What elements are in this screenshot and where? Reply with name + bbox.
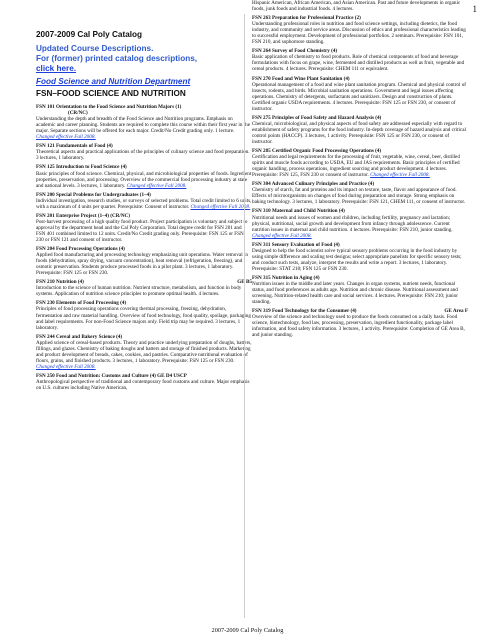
course-title: FSN 285 Certified Organic Food Processing Operations (4) (252, 148, 382, 155)
course-title: FSN 304 Advanced Culinary Principles and Practice (4) (252, 181, 375, 188)
course-entry (36, 104, 252, 140)
course-entry (252, 148, 468, 178)
course-title: FSN 275 Principles of Food Safety and Hazard Analysis (4) (252, 114, 382, 121)
course-title: FSN 263 Preparation for Professional Practice (2) (252, 15, 361, 22)
course-title: FSN 101 Orientation to the Food Science and Nutrition Majors (1) (36, 104, 182, 111)
course-description: Chemistry of starch, fat and proteins and its impact on texture, taste, flavor and appearance of food. Effects of microorganisms on changes of food during preparation and storage. Strong emphasis on baking technology. 3 lectures, 1 laboratory. Prerequisite: FSN 121, CHEM 111, or consent of instructor. (252, 187, 466, 206)
changed-effective-link[interactable]: Changed effective Fall 2008. (36, 363, 96, 370)
course-description: Basic application of chemistry to food products. Role of chemical components of food and beverage formulations with focus on grape, wine, fermented and distilled products as well as fruit, vegetable and cereal products. 4 lectures. Prerequisite: CHEM 111 or equivalent. (252, 54, 465, 73)
page-footer: 2007-2009 Cal Poly Catalog (211, 627, 284, 634)
course-grading: (CR/NC) (68, 110, 88, 117)
course-description: Theoretical aspects and practical applications of the principles of culinary science and food preparation. 3 lectures, 1 laboratory. (36, 149, 250, 162)
course-entry (252, 242, 468, 272)
course-entry (36, 373, 252, 391)
course-entry (252, 308, 468, 338)
course-entry (36, 143, 252, 161)
course-description: Certification and legal requirements for the processing of fruit, vegetable, wine, cereal, beer, distilled spirits and muscle foods according to USDA, EU and JAS requirements. Basic principles of certified organic handling, process operations, ingredient sourcing and product development. 4 lectures. Prerequisite: FSN 125, FSN 230 or consent of instructor. (252, 154, 460, 179)
course-description: Anthropological perspective of traditional and contemporary food customs and culture. Major emphasis on U.S. cultures including Native American, (36, 378, 250, 392)
course-title: FSN 264 Survey of Food Chemistry (4) (252, 48, 338, 55)
ge-tag: GE Area F (444, 308, 468, 315)
department-link[interactable]: Food Science and Nutrition Department (36, 77, 191, 86)
course-title: FSN 311 Sensory Evaluation of Food (4) (252, 241, 340, 248)
course-entry (36, 213, 252, 243)
course-heading (36, 104, 252, 116)
course-title: FSN 210 Nutrition (4) (36, 279, 84, 286)
updated-line-2: For (former) printed catalog descriptions, (36, 54, 198, 63)
course-description: Applied science of cereal-based products. Theory and practice underlying preparation of doughs, batters, fillings, and glazes. Chemistry of baking doughs and batters and storage of finished products. Marketing and product development of breads, cakes, cookies, and pastries. Comparative nutritional evaluation of flours, grains, and finished products. 3 lectures, 1 laboratory. Prerequisite: FSN 125 or FSN 230. (36, 339, 252, 364)
course-entry (252, 15, 468, 45)
course-entry (36, 334, 252, 370)
course-title: FSN 310 Maternal and Child Nutrition (4) (252, 208, 345, 215)
course-entry (36, 192, 252, 210)
course-description: Overview of the science and technology used to produce the foods consumed on a daily basis. Food science, biotechnology, food law, processing, preservation, ingredient functionality, package label information, and food safety information. 3 lectures, 1 activity. Prerequisite: Completion of GE Area B, and junior standing. (252, 314, 465, 339)
course-title: FSN 250 Food and Nutrition: Customs and Culture (4) GE D4 USCP (36, 372, 187, 379)
changed-effective-link[interactable]: Changed effective Fall 2008. (36, 134, 96, 141)
changed-effective-link[interactable]: Changed effective Fall 2008. (370, 172, 430, 179)
click-here-link[interactable]: click here. (36, 64, 77, 73)
course-title: FSN 200 Special Problems for Undergraduates (1–4) (36, 191, 151, 198)
course-title: FSN 270 Food and Wine Plant Sanitation (4) (252, 75, 350, 82)
course-description: Applied food manufacturing and processing technology emphasizing unit operations. Water removal in foods (dehydration, spray drying, vacuum concentration), heat removal (refrigeration, freezing), and osmotic preservation. Students produce processed foods in a pilot plant. 3 lectures, 1 laboratory. Prerequisite: FSN 125 or FSN 230. (36, 252, 248, 277)
course-description: Individual investigation, research studies, or surveys of selected problems. Total credit limited to 6 units, with a maximum of 4 units per quarter. Prerequisite: Consent of instructor. (36, 197, 252, 210)
course-title: FSN 230 Elements of Food Processing (4) (36, 300, 127, 307)
course-description: Designed to help the food scientist solve typical sensory problems occurring in the food industry by using simple difference and scaling test designs; select appropriate panelists for specific sensory tests; and conduct such tests, analyze, interpret the results and write a report. 3 lectures, 1 laboratory. Prerequisite: STAT 218; FSN 125 or FSN 230. (252, 247, 462, 272)
course-title: FSN 204 Food Processing Operations (4) (36, 246, 125, 253)
course-description: Post-harvest processing of a high quality food product. Project participation is voluntary and subject to approval by the department head and the Cal Poly Corporation. Total degree credit for FSN 201 and FSN 401 combined limited to 12 units. Credit/No Credit grading only. Prerequisite: FSN 125 or FSN 230 or FSN 121 and consent of instructor. (36, 218, 248, 243)
course-title: FSN 201 Enterprise Project (1–4) (CR/NC) (36, 212, 130, 219)
ge-tag: GE B5 (237, 279, 252, 286)
page-number: 1 (472, 4, 477, 14)
course-description: Introduction to the science of human nutrition. Nutrient structure, metabolism, and function in body systems. Application of nutrition science principles to promote optimal health. 4 lectures. (36, 285, 242, 298)
course-entry (252, 115, 468, 145)
course-description: Operational management of a food and wine plant sanitation program. Chemical and physical control of insects, rodents, and birds. Microbial sanitation operations. Government and legal issues affecting operations. Chemistry of detergents, surfactants and sanitizers. Design and construction of plants. Certified organic USDA requirements. 4 lectures. Prerequisite: FSN 125 or FSN 230, or consent of instructor. (252, 81, 466, 112)
course-entry (36, 279, 252, 297)
department-heading: FSN–FOOD SCIENCE AND NUTRITION (36, 89, 186, 99)
course-title: FSN 121 Fundamentals of Food (4) (36, 143, 113, 150)
left-course-list (36, 104, 252, 391)
continued-course-text: Hispanic American, African American, and Asian American. Past and future developments in organic foods, junk foods and industrial foods. 4 lectures. (252, 0, 461, 13)
course-title: FSN 319 Food Technology for the Consumer (4) (252, 308, 357, 315)
updated-notice (36, 44, 252, 74)
course-description: Nutritional needs and issues of women and children, including fertility, pregnancy and lactation; physical, nutritional, social growth and development from infancy through adolescence. Current nutrition issues in maternal and child nutrition. 4 lectures. Prerequisite: FSN 210, junior standing. (252, 214, 453, 233)
course-description: Chemical, microbiological, and physical aspects of food safety are addressed especially with regard to establishment of safety programs for the food industry. In-depth coverage of hazard analysis and critical control points (HACCP). 3 lectures, 1 activity. Prerequisite: FSN 125 or FSN 230, or consent of instructor. (252, 120, 466, 145)
course-entry (36, 246, 252, 276)
course-entry (252, 181, 468, 205)
changed-effective-link[interactable]: Changed effective Fall 2008. (190, 203, 251, 210)
course-description: Basic principles of food science. Chemical, physical, and microbiological properties of foods. Ingredient properties, preservation, and processing. Overview of the commercial food processing industry at state and national levels. 3 lectures, 1 laboratory. (36, 170, 252, 189)
right-column (252, 0, 468, 620)
course-title: FSN 244 Cereal and Bakery Science (4) (36, 333, 123, 340)
column-divider (244, 14, 245, 618)
course-description: Understanding the depth and breadth of the Food Science and Nutrition programs. Emphasis on academic and career planning. Students are required to complete this course within their first year in the major. Separate sections will be offered for each major. Credit/No Credit grading only. 1 lecture. (36, 116, 250, 135)
course-title: FSN 125 Introduction to Food Science (4) (36, 164, 127, 171)
updated-line-1: Updated Course Descriptions. (36, 44, 154, 53)
changed-effective-link[interactable]: Changed effective Fall 2008. (126, 182, 187, 189)
right-course-list (252, 15, 468, 338)
course-description: Nutrition issues in the middle and later years. Changes in organ systems, nutrient needs, functional status, and food preferences as adults age. Nutrition and chronic disease. Nutritional assessment and screening. Nutrition-related health care and social services. 4 lectures. Prerequisite: FSN 210; junior standing. (252, 280, 458, 306)
course-entry (36, 164, 252, 188)
course-entry (252, 48, 468, 72)
catalog-title: 2007-2009 Cal Poly Catalog (36, 30, 143, 39)
course-description: Understanding professional roles in nutrition and food science settings, including dietetics, the food industry, and community and service areas. Discussion of ethics and professional characteristics leading to successful employment. Development of professional portfolios. 2 seminars. Prerequisite: FSN 101, FSN 210, and sophomore standing. (252, 21, 466, 46)
course-entry (252, 76, 468, 112)
course-title: FSN 315 Nutrition in Aging (4) (252, 274, 320, 281)
course-description: Principles of food processing operations covering thermal processing, freezing, dehydration, fermentation and raw material handling. Overview of food technology, food quality, spoilage, packaging and label requirements. For non-Food Science majors only. Field trip may be required. 3 lectures, 1 laboratory. (36, 306, 251, 331)
course-entry (36, 300, 252, 330)
left-column (36, 30, 252, 620)
course-entry (252, 208, 468, 238)
changed-effective-link[interactable]: Changed effective Fall 2008. (252, 232, 312, 239)
course-entry (252, 275, 468, 305)
